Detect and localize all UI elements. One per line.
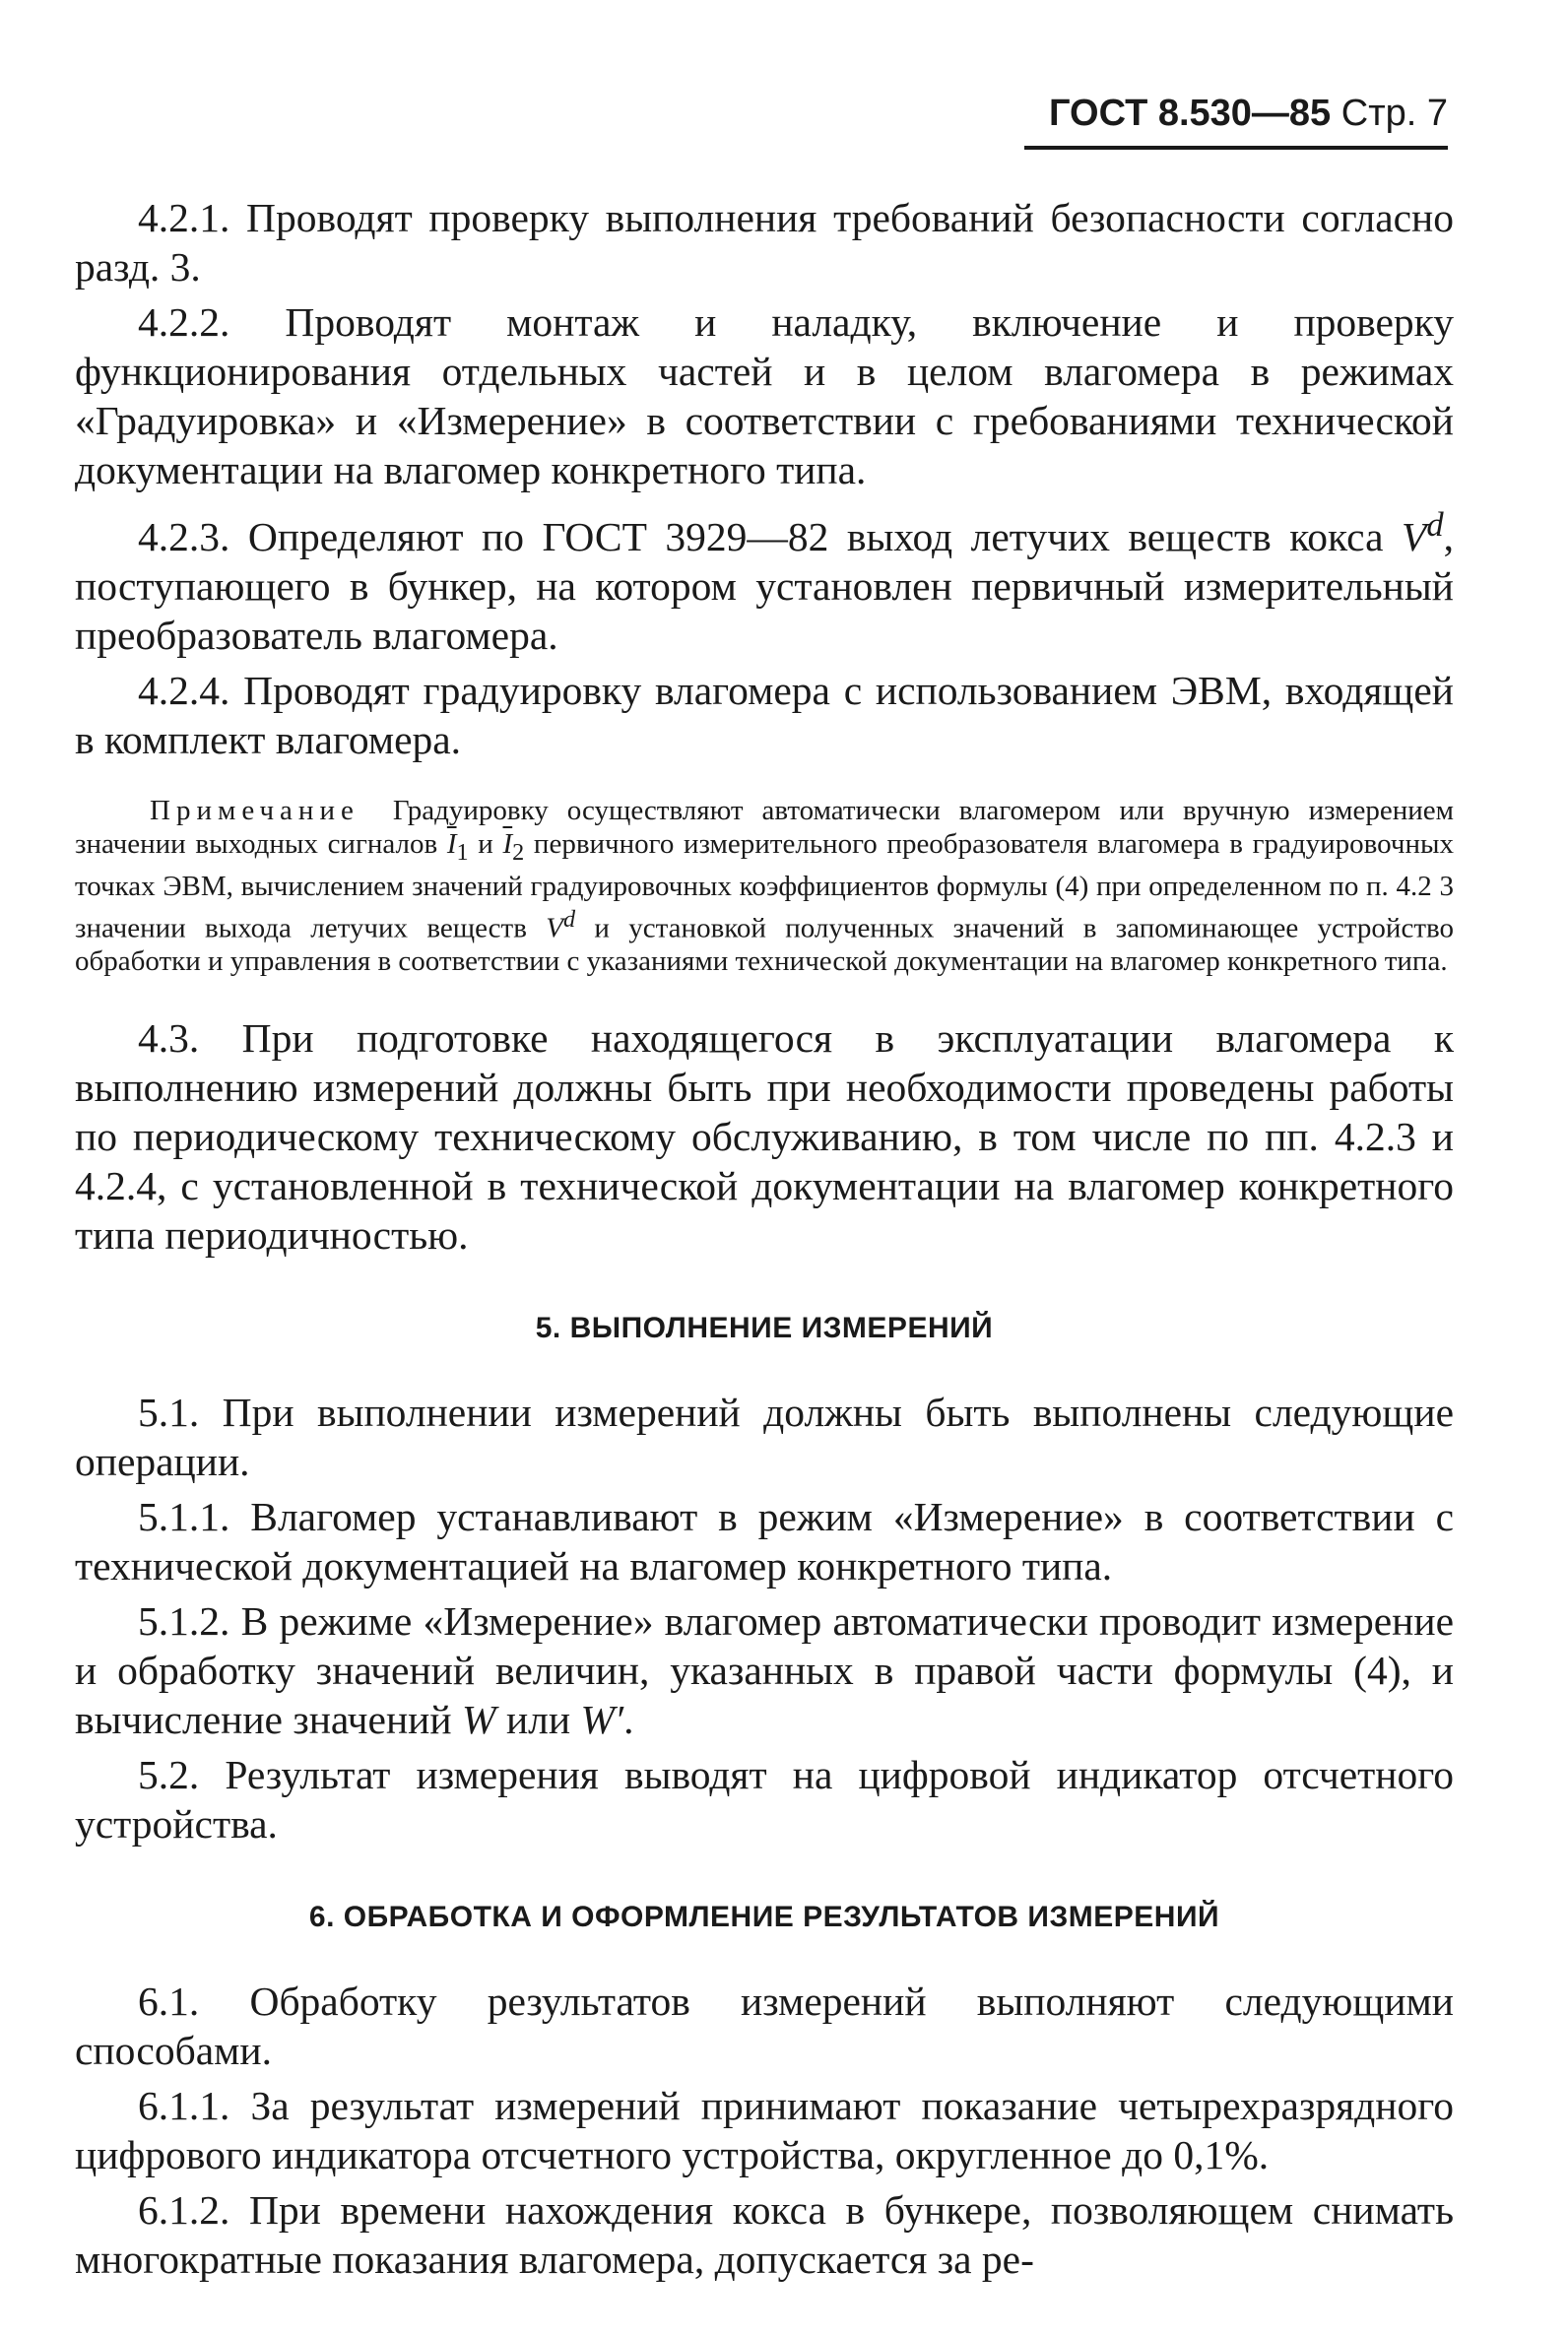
paragraph-4-2-3 bbox=[75, 500, 1454, 660]
section-heading-5: 5. ВЫПОЛНЕНИЕ ИЗМЕРЕНИЙ bbox=[535, 1312, 994, 1345]
symbol-i1: $\overline{I}$ bbox=[446, 827, 457, 860]
symbol-w-prime: W′ bbox=[580, 1697, 624, 1743]
note-text-b: первичного измерительного преобразователя влагомера в градуировочных точках ЭВМ, вычислением значений градуировочных коэффициентов формулы (4) при определенном по п. 4.2 3 значении выхода летучих веществ bbox=[75, 827, 1454, 944]
note-text-c: и установкой полученных значений в запоминающее устройство обработки и управления в соответствии с указаниями технической документации на влагомер конкретного типа. bbox=[75, 912, 1454, 978]
note-and: и bbox=[468, 827, 503, 860]
symbol-i1-sub: 1 bbox=[456, 838, 469, 866]
symbol-w: W bbox=[461, 1697, 496, 1743]
paragraph-4-3: 4.3. При подготовке находящегося в эксплуатации влагомера к выполнению измерений должны быть при необходимости проведены работы по периодическому техническому обслуживанию, в том числе по пп. 4.2.3 и 4.2.4, с установленной в технической документации на влагомер конкретного типа периодичностью. bbox=[75, 1015, 1454, 1259]
symbol-v-sup: d bbox=[1426, 506, 1444, 544]
note-text-a: Градуировку осуществляют автоматически влагомером или вручную измерением значении выходных сигналов bbox=[75, 794, 1454, 860]
note-label: Примечание bbox=[150, 794, 359, 826]
running-header bbox=[1024, 91, 1448, 136]
paragraph-6-1-1: 6.1.1. За результат измерений принимают показание четырехразрядного цифрового индикатора отсчетного устройства, округленное до 0,1%. bbox=[75, 2083, 1454, 2178]
paragraph-6-1-2: 6.1.2. При времени нахождения кокса в бункере, позволяющем снимать многократные показания влагомера, допускается за ре- bbox=[75, 2187, 1454, 2283]
paragraph-6-1: 6.1. Обработку результатов измерений выполняют следующими способами. bbox=[75, 1979, 1454, 2074]
paragraph-5-2: 5.2. Результат измерения выводят на цифровой индикатор отсчетного устройства. bbox=[75, 1752, 1454, 1848]
paragraph-5-1: 5.1. При выполнении измерений должны быть выполнены следующие операции. bbox=[75, 1390, 1454, 1485]
page-number: Стр. 7 bbox=[1340, 93, 1448, 134]
symbol-vd-sup: d bbox=[562, 905, 576, 933]
paragraph-4-2-2: 4.2.2. Проводят монтаж и наладку, включение и проверку функционирования отдельных частей и в целом влагомера в режимах «Градуировка» и «Измерение» в соответствии с гребованиями технической документации на влагомер конкретного типа. bbox=[75, 299, 1454, 492]
document-body bbox=[75, 193, 1454, 2290]
symbol-vd: V bbox=[546, 912, 563, 944]
paragraph-5-1-1: 5.1.1. Влагомер устанавливают в режим «Измерение» в соответствии с технической документацией на влагомер конкретного типа. bbox=[75, 1494, 1454, 1590]
note bbox=[75, 794, 1454, 978]
header-rule bbox=[1024, 146, 1448, 150]
section-heading-6: 6. ОБРАБОТКА И ОФОРМЛЕНИЕ РЕЗУЛЬТАТОВ ИЗМЕРЕНИЙ bbox=[308, 1901, 1220, 1934]
paragraph-4-2-1: 4.2.1. Проводят проверку выполнения требований безопасности согласно разд. 3. bbox=[75, 195, 1454, 290]
symbol-i2: $\overline{I}$ bbox=[502, 827, 513, 860]
paragraph-4-2-3-text: 4.2.3. Определяют по ГОСТ 3929—82 выход летучих веществ кокса bbox=[138, 513, 1384, 559]
symbol-i2-sub: 2 bbox=[512, 838, 525, 866]
paragraph-4-2-4: 4.2.4. Проводят градуировку влагомера с использованием ЭВМ, входящей в комплект влагомера. bbox=[75, 667, 1454, 762]
paragraph-5-1-2-or: или bbox=[495, 1697, 581, 1743]
document-number: ГОСТ 8.530—85 bbox=[1048, 93, 1332, 134]
paragraph-4-2-3-text-end: , поступающего в бункер, на котором установлен первичный измерительный преобразователь влагомера. bbox=[75, 513, 1454, 658]
symbol-v: V bbox=[1401, 513, 1427, 559]
paragraph-5-1-2-end: . bbox=[623, 1697, 634, 1743]
paragraph-5-1-2-text: 5.1.2. В режиме «Измерение» влагомер автоматически проводит измерение и обработку значений величин, указанных в правой части формулы (4), и вычисление значений bbox=[75, 1598, 1454, 1743]
paragraph-5-1-2 bbox=[75, 1596, 1454, 1744]
